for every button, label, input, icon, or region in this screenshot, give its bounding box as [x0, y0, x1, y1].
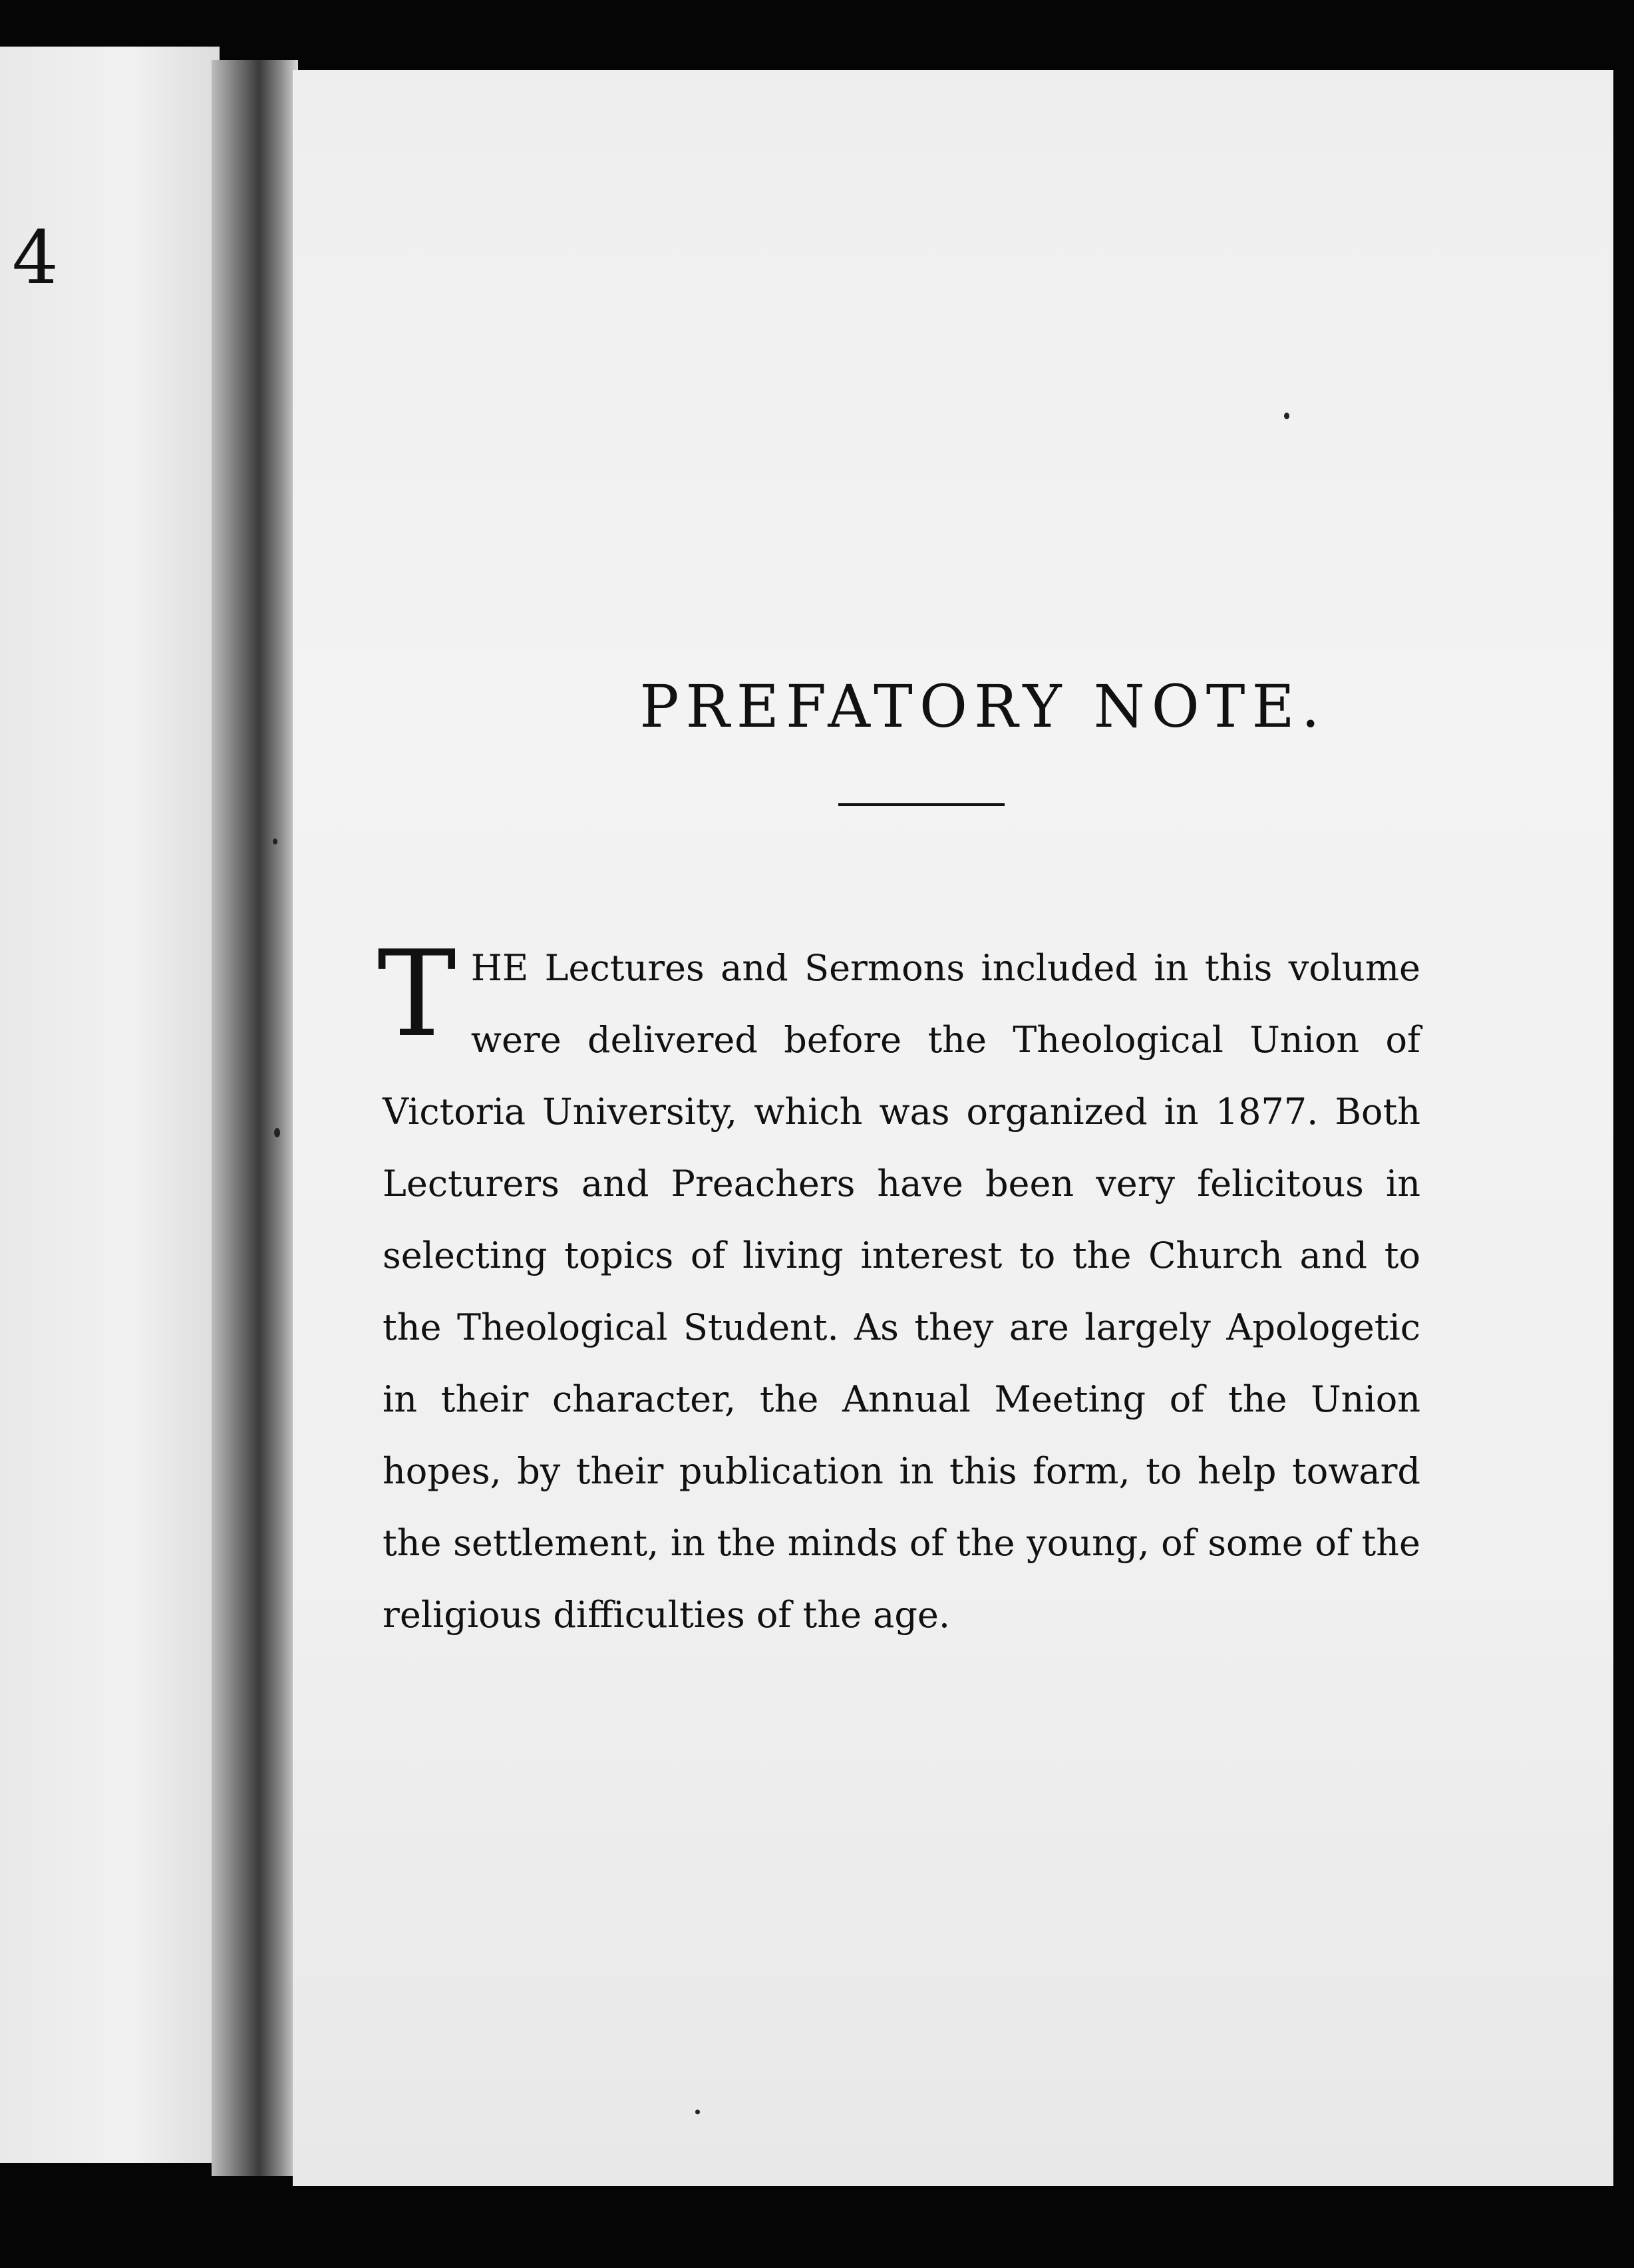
left-page	[0, 47, 220, 2163]
book-gutter-shadow	[212, 60, 298, 2176]
paragraph-text: HE Lectures and Sermons included in this volume were delivered before the Theological Union of Victoria University, which was organized in 1877. Both Lecturers and Preachers have been very felicitous in selecting topics of living interest to the Church and to the Theological Student. As they are largely Apologetic in their character, the Annual Meeting of the Union hopes, by their publication in this form, to help toward the settlement, in the minds of the young, of some of the religious difficulties of the age.	[383, 947, 1420, 1636]
right-page	[293, 70, 1613, 2186]
page-content	[293, 70, 1613, 2186]
title-rule-divider	[838, 803, 1005, 806]
left-page-number: 4	[12, 215, 59, 300]
prefatory-paragraph	[377, 925, 1420, 1651]
page-title: PREFATORY NOTE.	[639, 672, 1327, 741]
drop-cap-letter: T	[377, 925, 456, 1063]
